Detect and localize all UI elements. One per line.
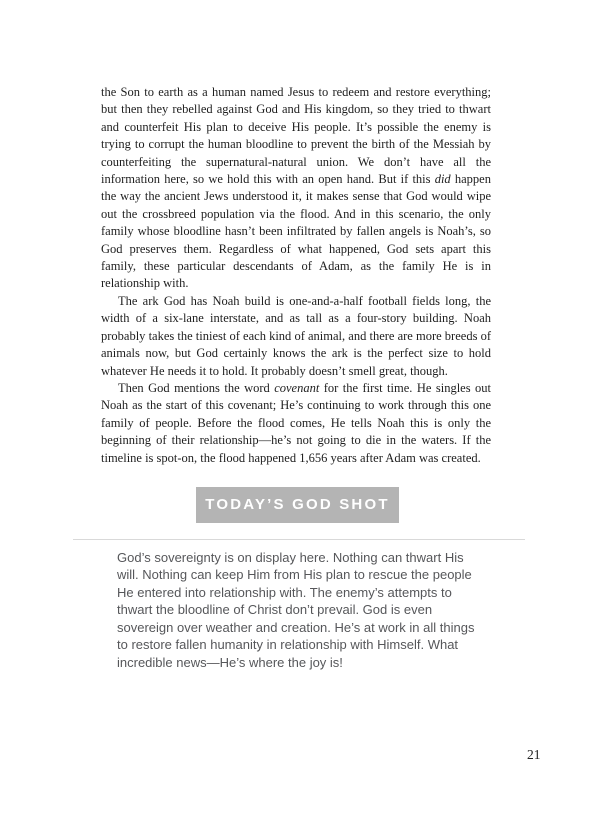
- body-text-segment: Then God mentions the word: [118, 380, 275, 395]
- body-text-segment: for the first time. He singles out Noah as the start of this covenant; He’s continuing to work through this one family of people. Before the flood comes, He tells Noah this is only the beginning of their relationship—he’s not going to die in the waters. If the timeline is spot-on, the flood happened 1,656 years after Adam was created.: [101, 380, 491, 465]
- body-text-segment: the Son to earth as a human named Jesus to redeem and restore everything; but then they rebelled against God and His kingdom, so they tried to thwart and counterfeit His plan to deceive His people. It’s possible the enemy is trying to corrupt the human bloodline to prevent the birth of the Messiah by counterfeiting the supernatural-natural union. We don’t have all the information here, so we hold this with an open hand. But if this: [101, 85, 491, 187]
- god-shot-paragraph: God’s sovereignty is on display here. Nothing can thwart His will. Nothing can keep Him from His plan to rescue the people He entered into relationship with. The enemy’s attempts to thwart the bloodline of Christ don’t prevail. God is even sovereign over weather and creation. He’s at work in all things to restore fallen humanity in relationship with Himself. What incredible news—He’s where the joy is!: [117, 549, 475, 670]
- italic-word-covenant: covenant: [274, 380, 320, 395]
- todays-god-shot-heading: TODAY’S GOD SHOT: [196, 487, 399, 523]
- body-paragraph-2: The ark God has Noah build is one-and-a-half football fields long, the width of a six-lane interstate, and as tall as a four-story building. Noah probably takes the tiniest of each kind of animal, and there are more breeds of animals now, but God certainly knows the ark is the perfect size to hold whatever He needs it to hold. It probably doesn’t smell great, though.: [101, 293, 491, 378]
- section-divider: [73, 539, 525, 540]
- body-paragraph-1: [101, 84, 491, 293]
- body-text-segment: happen the way the ancient Jews understood it, it makes sense that God would wipe out the crossbreed population via the flood. And in this scenario, the only family whose bloodline hasn’t been infiltrated by fallen angels is Noah’s, so God preserves them. Regardless of what happened, God sets apart this family, these particular descendants of Adam, as the family He is in relationship with.: [101, 172, 491, 291]
- body-paragraph-3: [101, 380, 491, 467]
- page-number: 21: [527, 747, 541, 762]
- body-text-block: [101, 84, 491, 467]
- italic-word-did: did: [434, 172, 451, 187]
